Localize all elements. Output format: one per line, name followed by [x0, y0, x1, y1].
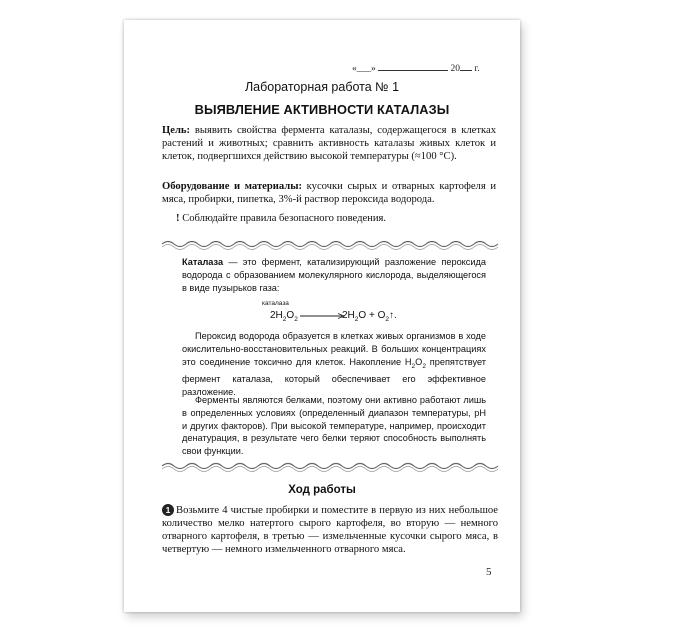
wave-divider-bottom: [162, 460, 500, 472]
warning-icon: !: [176, 213, 180, 224]
catalase-definition-text: — это фермент, катализирующий разложение пероксида водорода с образованием молекулярного кислорода, выделяющегося в виде пузырьков газа:: [182, 257, 486, 293]
step-number-badge: 1: [162, 504, 174, 516]
equation-right-h: 2H: [342, 310, 355, 321]
equipment-text: кусочки сырых и отварных картофеля и мяса, пробирки, пипетка, 3%-й раствор пероксида водорода.: [162, 181, 497, 205]
catalyst-label: каталаза: [262, 300, 289, 307]
page-number: 5: [486, 566, 492, 578]
date-year-blank: [460, 62, 472, 71]
date-year: 20: [450, 64, 460, 74]
wave-divider-top: [162, 238, 500, 250]
procedure-title: Ход работы: [288, 484, 356, 496]
equipment-label: Оборудование и материалы:: [162, 181, 302, 192]
para1-sub1: 2: [411, 362, 416, 370]
safety-text: Соблюдайте правила безопасного поведения.: [182, 213, 387, 224]
gas-arrow-up: ↑.: [389, 310, 397, 321]
step1-text: Возьмите 4 чистые пробирки и поместите в первую из них небольшое количество мелко натертого сырого картофеля, во вторую — немного отварного картофеля, в третью — измельченные кусочки сырого мяса, в четвертую — немного измельченного отварного мяса.: [162, 505, 498, 555]
equation-right: [342, 310, 397, 323]
para1-part-b: O: [415, 356, 423, 367]
lab-work-title: Лабораторная работа № 1: [244, 80, 400, 94]
procedure-step-1: [162, 504, 498, 556]
page-title: ВЫЯВЛЕНИЕ АКТИВНОСТИ КАТАЛАЗЫ: [194, 102, 450, 117]
para1-part-c: препятствует фермент каталаза, который обеспечивает его эффективное разложение.: [182, 356, 486, 398]
reaction-arrow: [300, 312, 346, 320]
reaction-equation: [214, 300, 474, 328]
equation-left: [270, 310, 298, 323]
safety-note: [176, 212, 496, 225]
equation-left-o: O: [286, 310, 295, 321]
catalase-definition: [182, 256, 486, 294]
goal-paragraph: [162, 124, 496, 163]
equipment-paragraph: [162, 180, 496, 206]
equation-right-rest: O + O: [358, 310, 386, 321]
goal-label: Цель:: [162, 125, 191, 136]
para1-sub2: 2: [422, 362, 426, 370]
equation-left-sub1: 2: [282, 316, 287, 323]
date-line: [352, 62, 480, 74]
equation-left-sub2: 2: [294, 316, 298, 323]
equation-right-sub2: 2: [385, 316, 389, 323]
catalase-term: Каталаза: [182, 257, 224, 267]
enzymes-paragraph: Ферменты являются белками, поэтому они активно работают лишь в определенных условиях (определенный диапазон температуры, pH и других факторов). При высокой температуре, например, происходит денатурация, в результате чего белки теряют способность выполнять свои функции.: [182, 395, 486, 457]
equation-right-sub: 2: [354, 316, 359, 323]
date-month-blank: [378, 62, 448, 71]
equation-left-h: 2H: [270, 310, 283, 321]
date-day: «___»: [352, 64, 376, 74]
hydrogen-peroxide-paragraph: [182, 330, 486, 399]
para1-part-a: Пероксид водорода образуется в клетках живых организмов в ходе окислительно-восстановительных реакций. В больших концентрациях это соединение токсично для клеток. Накопление H: [182, 331, 486, 367]
date-suffix: г.: [474, 64, 480, 74]
goal-text: выявить свойства фермента каталазы, содержащегося в клетках растений и животных; сравнить активность каталазы живых клеток и клеток, подвергшихся действию высокой температуры (≈100 °С).: [162, 125, 496, 162]
